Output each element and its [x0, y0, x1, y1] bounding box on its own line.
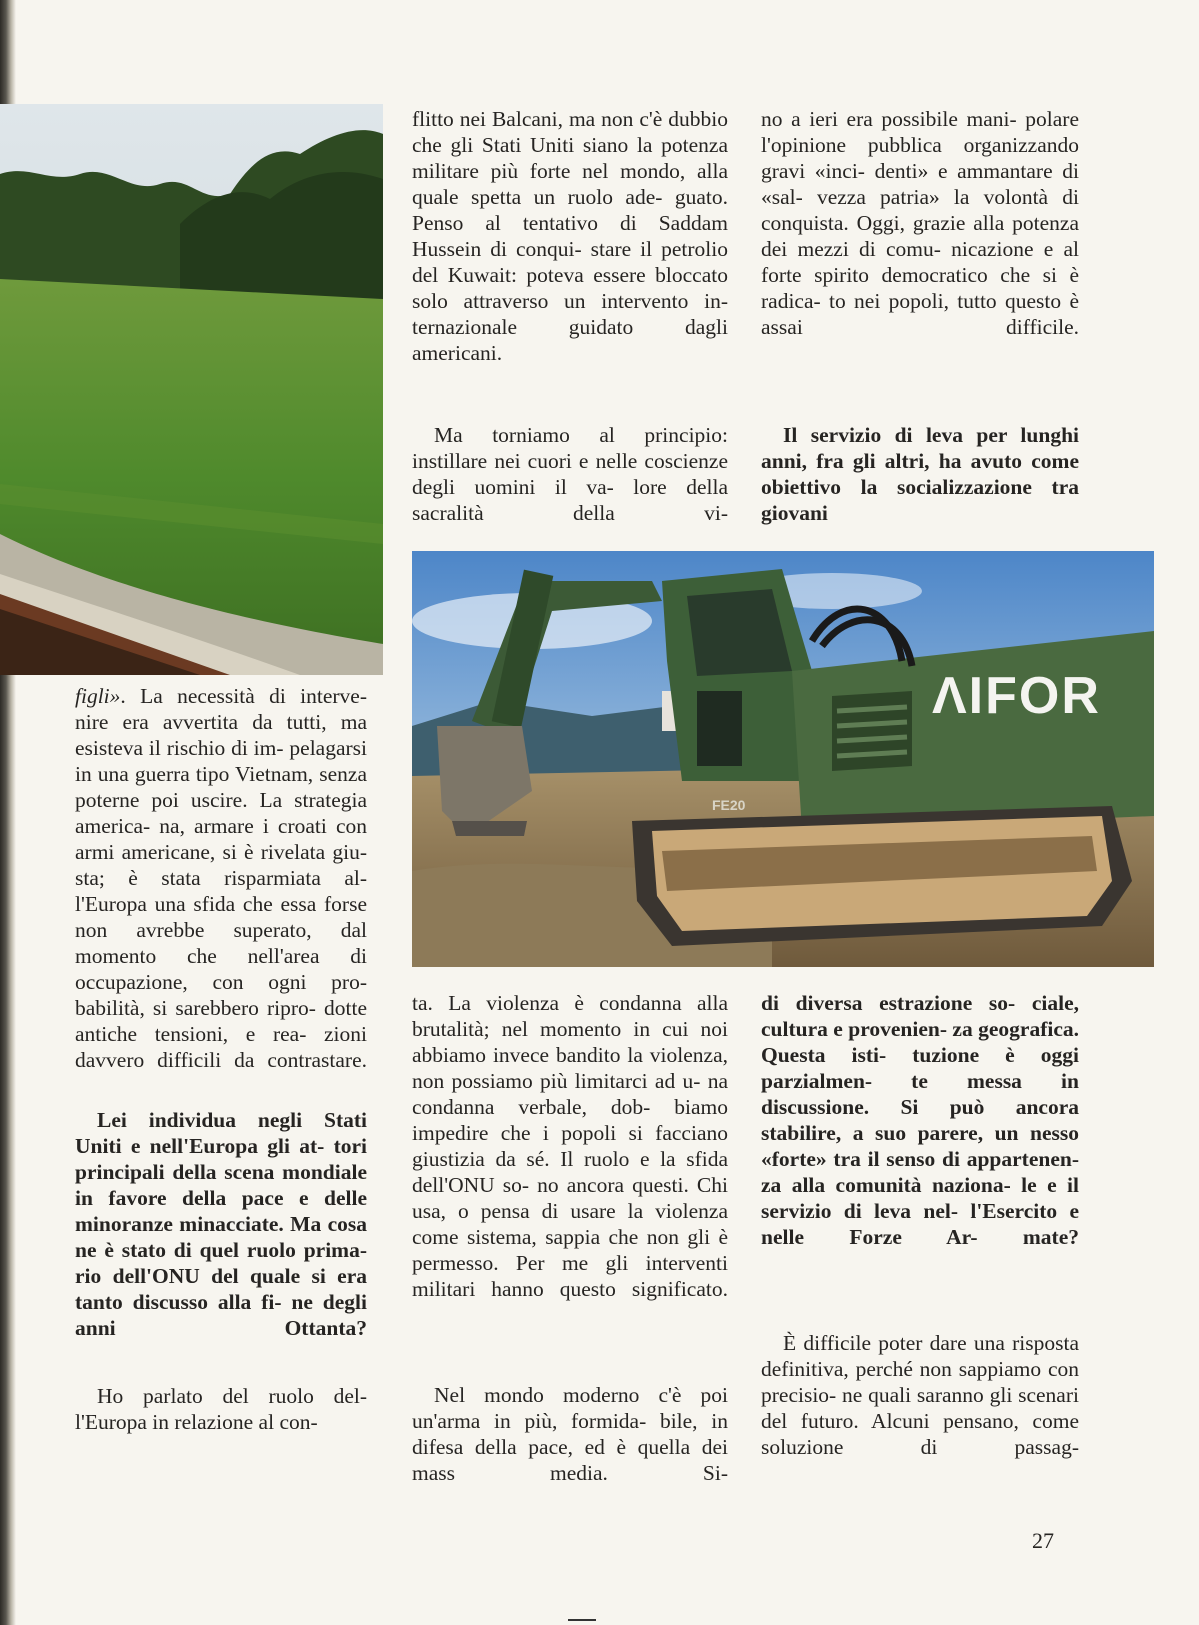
- aifor-logo-text: ΛIFOR: [932, 667, 1101, 725]
- col2-top-para1: flitto nei Balcani, ma non c'è dubbio che gli Stati Uniti siano la potenza militare più forte nel mondo, alla quale spetta un ruolo ade- guato. Penso al tentativo di Saddam Hussein di conqui- stare il petrolio del Kuwait: poteva essere bloccato solo attraverso un intervento in- ternazionale guidato dagli americani.: [412, 107, 728, 365]
- excavator-photo: [412, 551, 1154, 967]
- col1-para1: [75, 683, 367, 1099]
- excavator-illustration: [412, 551, 1154, 967]
- plate-text: FE20: [712, 797, 746, 813]
- col2-bottom-para2: Nel mondo moderno c'è poi un'arma in più, formida- bile, in difesa della pace, ed è quella dei mass media. Si-: [412, 1383, 728, 1485]
- bottom-mark: [568, 1619, 596, 1621]
- col2-top-para2: Ma torniamo al principio: instillare nei cuori e nelle coscienze degli uomini il va- lore della sacralità della vi-: [412, 423, 728, 525]
- landscape-photo: [0, 104, 383, 675]
- col3-top-para1: no a ieri era possibile mani- polare l'opinione pubblica organizzando gravi «inci- denti» e ammantare di «sal- vezza patria» la volontà di conquista. Oggi, grazie alla potenza dei mezzi di comu- nicazione e al forte spirito democratico che si è radica- to nei popoli, tutto questo è assai difficile.: [761, 107, 1079, 339]
- landscape-illustration: [0, 104, 383, 675]
- col1-answer: Ho parlato del ruolo del- l'Europa in relazione al con-: [75, 1384, 367, 1434]
- col3-top-para2: Il servizio di leva per lunghi anni, fra gli altri, ha avuto come obiettivo la socializzazione tra giovani: [761, 423, 1079, 525]
- page-number: 27: [1032, 1528, 1054, 1553]
- col1-question: Lei individua negli Stati Uniti e nell'Europa gli at- tori principali della scena mondiale in favore della pace e delle minoranze minacciate. Ma cosa ne è stato di quel ruolo prima- rio dell'ONU del quale si era tanto discusso alla fi- ne degli anni Ottanta?: [75, 1108, 367, 1340]
- col3-bottom-para1: di diversa estrazione so- ciale, cultura e provenien- za geografica. Questa isti- tuzione è oggi parzialmen- te messa in discussione. Si può ancora stabilire, a suo parere, un nesso «forte» tra il senso di appartenen- za alla comunità naziona- le e il servizio di leva nel- l'Esercito e nelle Forze Ar- mate?: [761, 991, 1079, 1249]
- col1-para1-lead: figli»: [75, 684, 121, 708]
- col1-para1-rest: . La necessità di interve- nire era avvertita da tutti, ma esisteva il rischio di im- pelagarsi in una guerra tipo Vietnam, senza poterne poi uscire. La strategia america- na, armare i croati con armi americane, si è rivelata giu- sta; è stata risparmiata al- l'Europa una sfida che essa forse non avrebbe superato, dal momento che nell'area di occupazione, con ogni pro- babilità, si sarebbero ripro- dotte antiche tensioni, e rea- zioni davvero difficili da contrastare.: [75, 684, 367, 1072]
- col2-bottom-para1: ta. La violenza è condanna alla brutalità; nel momento in cui noi abbiamo invece bandito la violenza, non possiamo più limitarci ad u- na condanna verbale, dob- biamo impedire che i popoli si facciano giustizia da sé. Il ruolo e la sfida dell'ONU so- no ancora questi. Chi usa, o pensa di usare la violenza come sistema, sappia che non gli è permesso. Per me gli interventi militari hanno questo significato.: [412, 991, 728, 1301]
- col3-bottom-para2: È difficile poter dare una risposta definitiva, perché non sappiamo con precisio- ne quali saranno gli scenari del futuro. Alcuni pensano, come soluzione di passag-: [761, 1331, 1079, 1459]
